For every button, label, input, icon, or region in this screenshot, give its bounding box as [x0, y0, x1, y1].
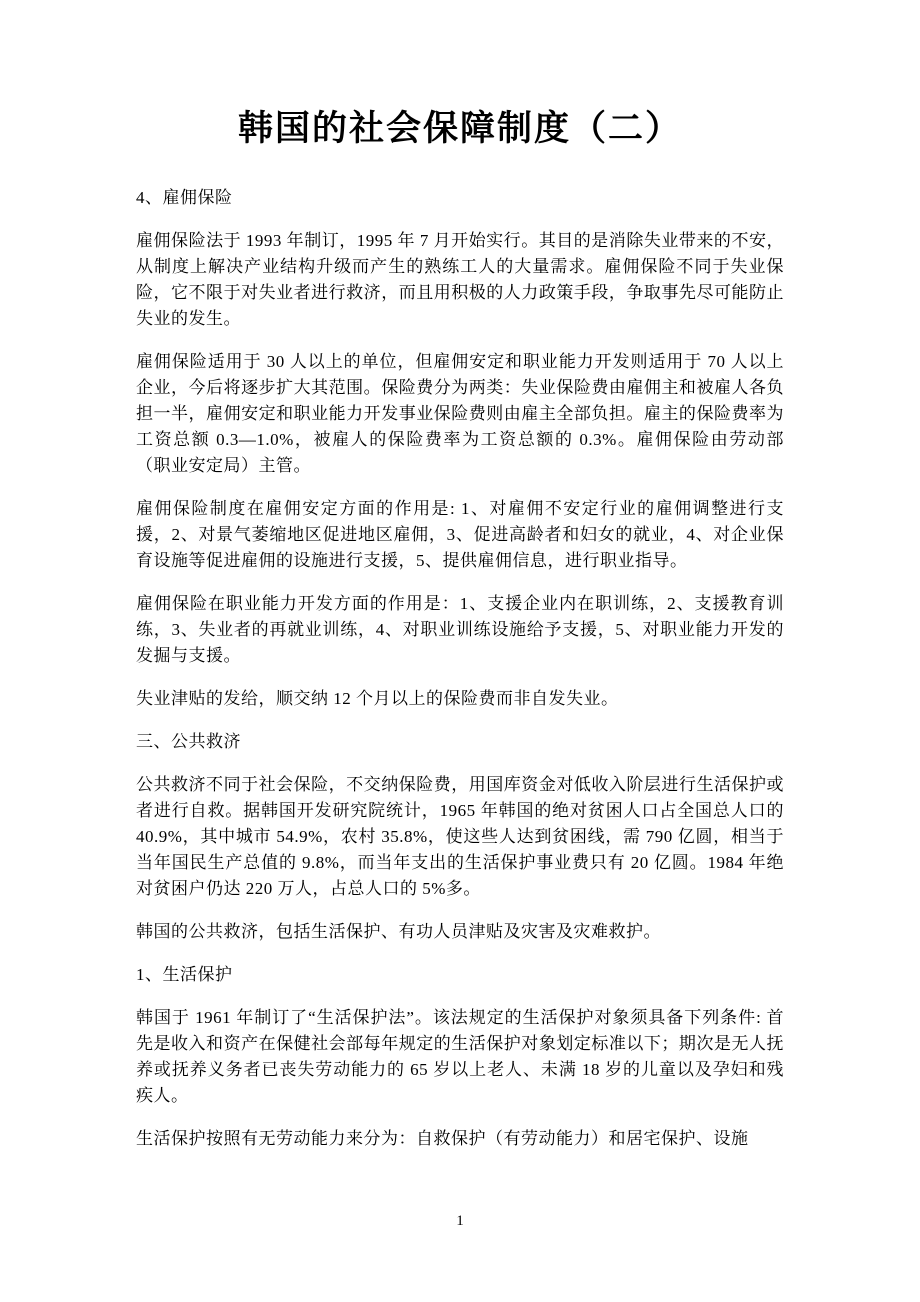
document-body — [136, 185, 784, 1152]
paragraph: 雇佣保险适用于 30 人以上的单位，但雇佣安定和职业能力开发则适用于 70 人以上企业，今后将逐步扩大其范围。保险费分为两类：失业保险费由雇佣主和被雇人各负担一半，雇佣安定和职业能力开发事业保险费则由雇主全部负担。雇主的保险费率为工资总额 0.3—1.0%，被雇人的保险费率为工资总额的 0.3%。雇佣保险由劳动部（职业安定局）主管。 — [136, 352, 784, 475]
paragraph: 雇佣保险法于 1993 年制订，1995 年 7 月开始实行。其目的是消除失业带来的不安，从制度上解决产业结构升级而产生的熟练工人的大量需求。雇佣保险不同于失业保险，它不限于对失业者进行救济，而且用积极的人力政策手段，争取事先尽可能防止失业的发生。 — [136, 231, 784, 328]
paragraph: 生活保护按照有无劳动能力来分为：自救保护（有劳动能力）和居宅保护、设施 — [136, 1129, 749, 1148]
section-heading-employment-insurance: 4、雇佣保险 — [136, 188, 233, 207]
paragraph: 韩国的公共救济，包括生活保护、有功人员津贴及灾害及灾难救护。 — [136, 922, 661, 941]
page-number: 1 — [456, 1213, 464, 1229]
paragraph: 雇佣保险在职业能力开发方面的作用是：1、支援企业内在职训练，2、支援教育训练，3、失业者的再就业训练，4、对职业训练设施给予支援，5、对职业能力开发的发掘与支援。 — [136, 594, 784, 665]
section-heading-livelihood-protection: 1、生活保护 — [136, 965, 233, 984]
paragraph: 失业津贴的发给，顺交纳 12 个月以上的保险费而非自发失业。 — [136, 689, 619, 708]
document-title: 韩国的社会保障制度（二） — [237, 109, 682, 148]
paragraph: 雇佣保险制度在雇佣安定方面的作用是: 1、对雇佣不安定行业的雇佣调整进行支援，2、对景气萎缩地区促进地区雇佣，3、促进高龄者和妇女的就业，4、对企业保育设施等促进雇佣的设施进行支援，5、提供雇佣信息，进行职业指导。 — [136, 499, 784, 570]
paragraph: 公共救济不同于社会保险，不交纳保险费，用国库资金对低收入阶层进行生活保护或者进行自救。据韩国开发研究院统计，1965 年韩国的绝对贫困人口占全国总人口的 40.9%，其中城市 54.9%，农村 35.8%，使这些人达到贫困线，需 790 亿圆，相当于当年国民生产总值的 9.8%，而当年支出的生活保护事业费只有 20 亿圆。1984 年绝对贫困户仍达 220 万人，占总人口的 5%多。 — [136, 775, 784, 898]
paragraph: 韩国于 1961 年制订了“生活保护法”。该法规定的生活保护对象须具备下列条件: 首先是收入和资产在保健社会部每年规定的生活保护对象划定标准以下；期次是无人抚养或抚养义务者已丧失劳动能力的 65 岁以上老人、未满 18 岁的儿童以及孕妇和残疾人。 — [136, 1008, 784, 1105]
section-heading-public-relief: 三、公共救济 — [136, 732, 241, 751]
